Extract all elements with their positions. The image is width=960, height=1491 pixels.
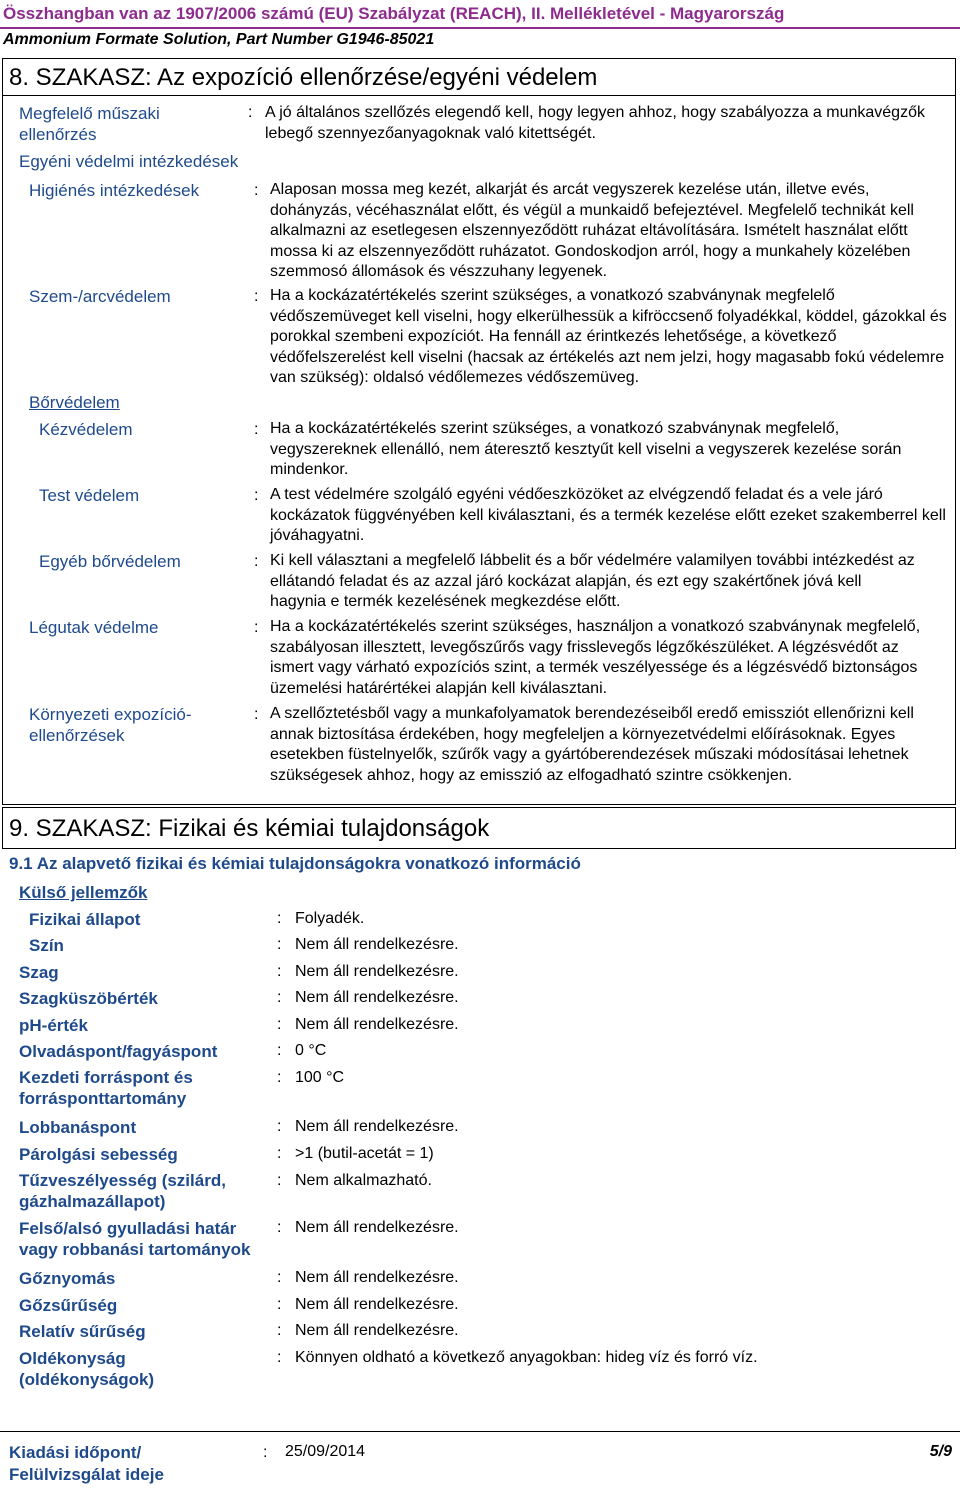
colon: :	[277, 1219, 282, 1236]
colon: :	[277, 1145, 282, 1162]
colon: :	[254, 553, 259, 570]
colon: :	[248, 104, 253, 121]
respiratory-label: Légutak védelme	[29, 618, 159, 637]
hand-label: Kézvédelem	[39, 420, 133, 439]
colon: :	[277, 1322, 282, 1339]
section9-title: 9. SZAKASZ: Fizikai és kémiai tulajdonságok	[9, 815, 490, 842]
property-value: Nem áll rendelkezésre.	[295, 936, 459, 953]
property-value: Nem áll rendelkezésre.	[295, 1016, 459, 1033]
eye-label: Szem-/arcvédelem	[29, 287, 171, 306]
regulation-header: Összhangban van az 1907/2006 számú (EU) Szabályzat (REACH), II. Mellékletével - Magyarország	[3, 4, 785, 23]
colon: :	[277, 963, 282, 980]
colon: :	[254, 619, 259, 636]
colon: :	[277, 1172, 282, 1189]
environmental-text: A szellőztetésből vagy a munkafolyamatok berendezéseiből eredő emissziót ellenőrizni kell annak biztosítása érdekében, hogy megfeleljen a környezetvédelmi előírásoknak. Egyes esetekben füstelnyelők, szűrők vagy a gyártóberendezések műszaki módosításai lehetnek szükségesek ahhoz, hogy az emisszió az elfogadható szintre csökkenjen.	[270, 705, 914, 784]
property-label: Relatív sűrűség	[19, 1322, 146, 1341]
environmental-label: Környezeti expozíció-ellenőrzések	[29, 705, 192, 745]
property-label: Szín	[29, 936, 64, 955]
engineering-text: A jó általános szellőzés elegendő kell, hogy legyen ahhoz, hogy szabályozza a munkavégzők lebegő szennyezőanyagoknak való kitettségét.	[265, 104, 925, 142]
colon: :	[277, 1269, 282, 1286]
hand-text: Ha a kockázatértékelés szerint szükséges, a vonatkozó szabványnak megfelelő, vegyszereknek ellenálló, nem áteresztő kesztyűt kell viselni a vegyszerek kezelése során mindenkor.	[270, 420, 902, 478]
colon: :	[277, 1042, 282, 1059]
hygiene-text: Alaposan mossa meg kezét, alkarját és arcát vegyszerek kezelése után, illetve evés, dohányzás, vécéhasználat előtt, és végül a munkaidő befejeztével. Megfelelő technikát kell alkalmazni az esetlegesen elszennyeződött ruházat eltávolítására. Ismételt használat előtt mossa ki az elszennyeződött ruházatot. Gondoskodjon arról, hogy a munkahely közelében szemmosó állomások és vészzuhany legyenek.	[270, 181, 914, 280]
property-value: Nem áll rendelkezésre.	[295, 1118, 459, 1135]
property-label: Tűzveszélyesség (szilárd, gázhalmazállapot)	[19, 1171, 226, 1211]
colon: :	[277, 910, 282, 927]
engineering-label: Megfelelő műszaki ellenőrzés	[19, 104, 160, 144]
skin-heading: Bőrvédelem	[29, 393, 120, 412]
colon: :	[277, 1118, 282, 1135]
colon: :	[254, 288, 259, 305]
property-value: Nem áll rendelkezésre.	[295, 989, 459, 1006]
property-value: Nem áll rendelkezésre.	[295, 1219, 459, 1236]
product-name: Ammonium Formate Solution, Part Number G1946-85021	[3, 31, 435, 48]
issue-date-label: Kiadási időpont/ Felülvizsgálat ideje	[9, 1443, 164, 1484]
section9-subtitle: 9.1 Az alapvető fizikai és kémiai tulajdonságokra vonatkozó információ	[9, 854, 581, 873]
property-value: Nem áll rendelkezésre.	[295, 1322, 459, 1339]
property-value: Folyadék.	[295, 910, 365, 927]
property-value: 0 °C	[295, 1042, 327, 1059]
body-label: Test védelem	[39, 486, 140, 505]
property-value: Nem áll rendelkezésre.	[295, 963, 459, 980]
property-value: Nem áll rendelkezésre.	[295, 1269, 459, 1286]
property-value: Nem alkalmazható.	[295, 1172, 432, 1189]
colon: :	[277, 1349, 282, 1366]
property-label: Oldékonyság (oldékonyságok)	[19, 1349, 155, 1389]
other-skin-text: Ki kell választani a megfelelő lábbelit és a bőr védelmére valamilyen további intézkedést az ellátandó feladat és az azzal járó kockázat alapján, és ezt egy szakértőnek jóvá kell hagynia e termék kezelésének megkezdése előtt.	[270, 552, 915, 610]
property-value: Könnyen oldható a következő anyagokban: hideg víz és forró víz.	[295, 1349, 758, 1366]
hygiene-label: Higiénés intézkedések	[29, 181, 200, 200]
ppe-heading: Egyéni védelmi intézkedések	[19, 152, 239, 171]
property-label: Felső/alsó gyulladási határ vagy robbanási tartományok	[19, 1219, 251, 1259]
property-label: Fizikai állapot	[29, 910, 141, 929]
property-label: Lobbanáspont	[19, 1118, 137, 1137]
property-value: Nem áll rendelkezésre.	[295, 1296, 459, 1313]
colon: :	[254, 182, 259, 199]
respiratory-text: Ha a kockázatértékelés szerint szükséges, használjon a vonatkozó szabványnak megfelelő, szabályosan illesztett, levegőszűrős vagy frisslevegős légzőkészüléket. A légzésvédőt az ismert vagy várható expozíciós szint, a termék veszélyessége és a légzésvédő biztonságos üzemelési határértékei alapján kell kiválasztani.	[270, 618, 921, 697]
colon: :	[277, 1296, 282, 1313]
property-label: Párolgási sebesség	[19, 1145, 178, 1164]
property-label: Szag	[19, 963, 59, 982]
footer-divider	[0, 1431, 960, 1432]
page-number: 5/9	[929, 1443, 952, 1460]
body-text: A test védelmére szolgáló egyéni védőeszközöket az elvégzendő feladat és a vele járó kockázatok függvényében kell kiválasztani, és a termék kezelése előtt ezeket szakemberrel kell jóváhagyatni.	[270, 486, 946, 544]
property-label: pH-érték	[19, 1016, 88, 1035]
property-value: 100 °C	[295, 1069, 345, 1086]
colon: :	[277, 1069, 282, 1086]
colon: :	[277, 936, 282, 953]
property-label: Gőzsűrűség	[19, 1296, 118, 1315]
header-divider	[0, 27, 960, 29]
issue-date: 25/09/2014	[285, 1443, 366, 1460]
colon: :	[263, 1444, 268, 1461]
colon: :	[277, 1016, 282, 1033]
colon: :	[254, 706, 259, 723]
property-label: Gőznyomás	[19, 1269, 116, 1288]
property-label: Szagküszöbérték	[19, 989, 158, 1008]
property-value: >1 (butil-acetát = 1)	[295, 1145, 434, 1162]
eye-text: Ha a kockázatértékelés szerint szükséges, a vonatkozó szabványnak megfelelő védőszemüveget kell viselni, hogy elkerülhessük a kifröccsenő folyadékkal, köddel, gázokkal és porokkal szembeni expozíciót. Ha fennáll az érintkezés lehetősége, a következő védőfelszerelést kell viselni (hacsak az értékelés azt nem jelzi, hogy magasabb fokú védelemre van szükség): oldalsó védőlemezes védőszemüveg.	[270, 287, 947, 386]
colon: :	[254, 421, 259, 438]
appearance-heading: Külső jellemzők	[19, 883, 148, 902]
property-label: Olvadáspont/fagyáspont	[19, 1042, 218, 1061]
other-skin-label: Egyéb bőrvédelem	[39, 552, 181, 571]
colon: :	[277, 989, 282, 1006]
colon: :	[254, 487, 259, 504]
section8-title: 8. SZAKASZ: Az expozíció ellenőrzése/egyéni védelem	[9, 64, 598, 91]
property-label: Kezdeti forráspont és forrásponttartomány	[19, 1068, 193, 1108]
